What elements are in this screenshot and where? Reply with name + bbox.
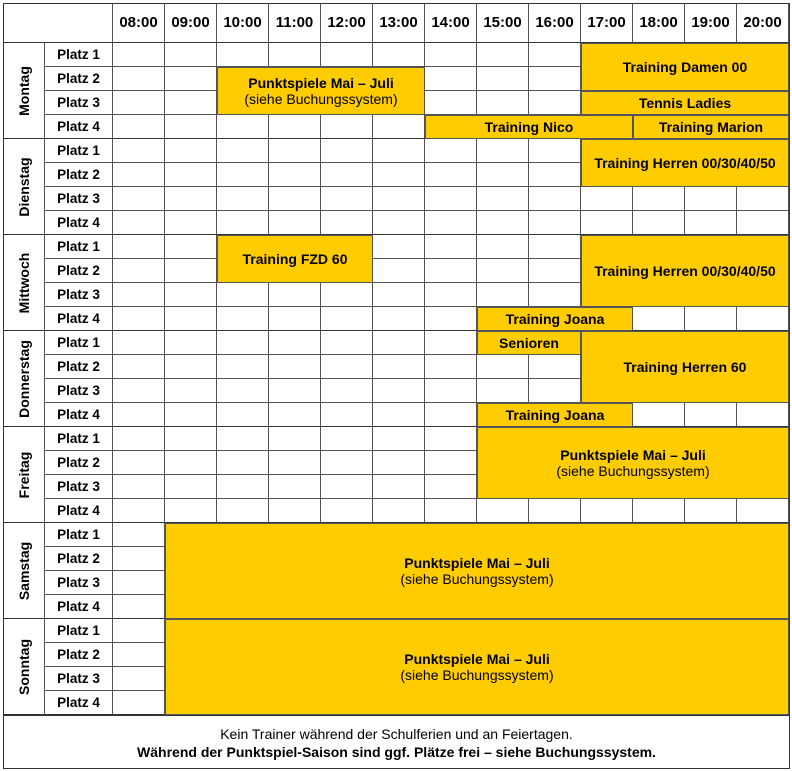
slot-cell[interactable] [165, 427, 217, 451]
slot-cell[interactable] [633, 211, 685, 235]
slot-cell[interactable] [113, 643, 165, 667]
court-label: Platz 2 [45, 259, 113, 283]
booking-block[interactable] [217, 67, 425, 115]
booking-title: Training Herren 00/30/40/50 [594, 263, 776, 279]
slot-cell[interactable] [373, 355, 425, 379]
court-label: Platz 4 [45, 307, 113, 331]
slot-cell[interactable] [477, 139, 529, 163]
slot-cell[interactable] [217, 355, 269, 379]
slot-cell[interactable] [269, 379, 321, 403]
slot-cell[interactable] [529, 163, 581, 187]
slot-cell[interactable] [581, 187, 633, 211]
court-label: Platz 4 [45, 115, 113, 139]
slot-cell[interactable] [685, 187, 737, 211]
slot-cell[interactable] [113, 187, 165, 211]
slot-cell[interactable] [321, 451, 373, 475]
slot-cell[interactable] [165, 91, 217, 115]
slot-cell[interactable] [269, 139, 321, 163]
booking-block[interactable] [165, 523, 789, 619]
slot-cell[interactable] [269, 187, 321, 211]
slot-cell[interactable] [165, 115, 217, 139]
slot-cell[interactable] [269, 331, 321, 355]
booking-title: Senioren [499, 335, 559, 351]
booking-title: Training Joana [505, 407, 605, 423]
slot-cell[interactable] [113, 91, 165, 115]
booking-title: Punktspiele Mai – Juli [404, 651, 550, 667]
booking-block[interactable] [477, 403, 633, 427]
court-label: Platz 2 [45, 163, 113, 187]
booking-block[interactable] [581, 43, 789, 91]
day-label-samstag [3, 523, 45, 619]
booking-title: Punktspiele Mai – Juli [404, 555, 550, 571]
slot-cell[interactable] [685, 211, 737, 235]
footer-note-holidays: Kein Trainer während der Schulferien und an Feiertagen. [220, 725, 573, 742]
slot-cell[interactable] [165, 451, 217, 475]
slot-cell[interactable] [633, 499, 685, 523]
slot-cell[interactable] [321, 211, 373, 235]
court-label: Platz 4 [45, 499, 113, 523]
day-name: Montag [15, 65, 32, 116]
slot-cell[interactable] [113, 43, 165, 67]
booking-block[interactable] [477, 427, 789, 499]
slot-cell[interactable] [165, 139, 217, 163]
slot-cell[interactable] [425, 499, 477, 523]
slot-cell[interactable] [373, 259, 425, 283]
slot-cell[interactable] [529, 499, 581, 523]
booking-title: Training Marion [658, 119, 764, 135]
slot-cell[interactable] [685, 499, 737, 523]
slot-cell[interactable] [113, 331, 165, 355]
court-label: Platz 1 [45, 43, 113, 67]
slot-cell[interactable] [217, 115, 269, 139]
court-label: Platz 3 [45, 379, 113, 403]
slot-cell[interactable] [685, 403, 737, 427]
court-label: Platz 1 [45, 427, 113, 451]
slot-cell[interactable] [113, 571, 165, 595]
slot-cell[interactable] [321, 307, 373, 331]
slot-cell[interactable] [373, 115, 425, 139]
court-label: Platz 1 [45, 235, 113, 259]
slot-cell[interactable] [633, 403, 685, 427]
footer-note-season: Während der Punktspiel-Saison sind ggf. Plätze frei – siehe Buchungssystem. [137, 743, 656, 760]
slot-cell[interactable] [373, 283, 425, 307]
slot-cell[interactable] [737, 211, 789, 235]
court-label: Platz 3 [45, 475, 113, 499]
slot-cell[interactable] [269, 115, 321, 139]
court-label: Platz 4 [45, 403, 113, 427]
day-name: Mittwoch [15, 252, 32, 313]
slot-cell[interactable] [113, 619, 165, 643]
slot-cell[interactable] [633, 187, 685, 211]
time-header: 18:00 [633, 3, 685, 43]
booking-block[interactable] [477, 331, 581, 355]
court-label: Platz 4 [45, 691, 113, 715]
slot-cell[interactable] [217, 475, 269, 499]
time-header: 20:00 [737, 3, 789, 43]
booking-block[interactable] [633, 115, 789, 139]
booking-block[interactable] [581, 139, 789, 187]
slot-cell[interactable] [321, 475, 373, 499]
booking-title: Punktspiele Mai – Juli [248, 75, 394, 91]
slot-cell[interactable] [633, 307, 685, 331]
slot-cell[interactable] [217, 499, 269, 523]
booking-title: Training FZD 60 [242, 251, 348, 267]
slot-cell[interactable] [165, 187, 217, 211]
slot-cell[interactable] [425, 163, 477, 187]
slot-cell[interactable] [269, 43, 321, 67]
slot-cell[interactable] [217, 43, 269, 67]
slot-cell[interactable] [269, 283, 321, 307]
slot-cell[interactable] [373, 451, 425, 475]
time-header: 09:00 [165, 3, 217, 43]
slot-cell[interactable] [217, 451, 269, 475]
slot-cell[interactable] [269, 499, 321, 523]
slot-cell[interactable] [581, 499, 633, 523]
slot-cell[interactable] [165, 67, 217, 91]
slot-cell[interactable] [373, 403, 425, 427]
court-label: Platz 2 [45, 355, 113, 379]
day-label-montag [3, 43, 45, 139]
slot-cell[interactable] [477, 355, 529, 379]
slot-cell[interactable] [321, 163, 373, 187]
booking-title: Punktspiele Mai – Juli [560, 447, 706, 463]
slot-cell[interactable] [217, 187, 269, 211]
booking-subtitle: (siehe Buchungssystem) [244, 91, 398, 107]
slot-cell[interactable] [529, 355, 581, 379]
court-label: Platz 3 [45, 187, 113, 211]
slot-cell[interactable] [113, 283, 165, 307]
slot-cell[interactable] [477, 283, 529, 307]
slot-cell[interactable] [477, 211, 529, 235]
booking-title: Training Joana [505, 311, 605, 327]
slot-cell[interactable] [321, 283, 373, 307]
slot-cell[interactable] [373, 427, 425, 451]
day-name: Sonntag [15, 638, 32, 695]
court-label: Platz 1 [45, 619, 113, 643]
booking-block[interactable] [581, 235, 789, 307]
slot-cell[interactable] [165, 331, 217, 355]
slot-cell[interactable] [373, 139, 425, 163]
day-label-donnerstag [3, 331, 45, 427]
day-label-freitag [3, 427, 45, 523]
court-label: Platz 1 [45, 523, 113, 547]
slot-cell[interactable] [165, 379, 217, 403]
day-label-dienstag [3, 139, 45, 235]
slot-cell[interactable] [165, 307, 217, 331]
slot-cell[interactable] [113, 427, 165, 451]
time-header: 12:00 [321, 3, 373, 43]
slot-cell[interactable] [217, 331, 269, 355]
slot-cell[interactable] [113, 211, 165, 235]
slot-cell[interactable] [217, 211, 269, 235]
day-label-sonntag [3, 619, 45, 715]
slot-cell[interactable] [477, 163, 529, 187]
slot-cell[interactable] [321, 43, 373, 67]
time-header: 19:00 [685, 3, 737, 43]
slot-cell[interactable] [113, 379, 165, 403]
time-header: 11:00 [269, 3, 321, 43]
slot-cell[interactable] [165, 499, 217, 523]
slot-cell[interactable] [477, 91, 529, 115]
slot-cell[interactable] [477, 259, 529, 283]
slot-cell[interactable] [165, 403, 217, 427]
slot-cell[interactable] [373, 43, 425, 67]
slot-cell[interactable] [373, 499, 425, 523]
slot-cell[interactable] [529, 91, 581, 115]
slot-cell[interactable] [113, 355, 165, 379]
slot-cell[interactable] [581, 211, 633, 235]
slot-cell[interactable] [321, 187, 373, 211]
slot-cell[interactable] [373, 211, 425, 235]
slot-cell[interactable] [737, 403, 789, 427]
slot-cell[interactable] [165, 283, 217, 307]
slot-cell[interactable] [217, 379, 269, 403]
time-header: 15:00 [477, 3, 529, 43]
slot-cell[interactable] [425, 403, 477, 427]
slot-cell[interactable] [113, 667, 165, 691]
slot-cell[interactable] [373, 163, 425, 187]
slot-cell[interactable] [373, 331, 425, 355]
slot-cell[interactable] [425, 211, 477, 235]
day-name: Dienstag [15, 156, 32, 217]
slot-cell[interactable] [425, 331, 477, 355]
slot-cell[interactable] [217, 163, 269, 187]
court-label: Platz 3 [45, 667, 113, 691]
slot-cell[interactable] [425, 67, 477, 91]
slot-cell[interactable] [217, 283, 269, 307]
slot-cell[interactable] [269, 163, 321, 187]
slot-cell[interactable] [685, 307, 737, 331]
slot-cell[interactable] [113, 259, 165, 283]
slot-cell[interactable] [477, 43, 529, 67]
court-label: Platz 3 [45, 571, 113, 595]
booking-block[interactable] [217, 235, 373, 283]
slot-cell[interactable] [269, 427, 321, 451]
booking-block[interactable] [581, 91, 789, 115]
slot-cell[interactable] [165, 163, 217, 187]
slot-cell[interactable] [321, 115, 373, 139]
slot-cell[interactable] [217, 139, 269, 163]
slot-cell[interactable] [425, 259, 477, 283]
slot-cell[interactable] [321, 331, 373, 355]
slot-cell[interactable] [425, 427, 477, 451]
time-header: 13:00 [373, 3, 425, 43]
court-label: Platz 2 [45, 67, 113, 91]
slot-cell[interactable] [113, 163, 165, 187]
slot-cell[interactable] [373, 235, 425, 259]
slot-cell[interactable] [321, 427, 373, 451]
slot-cell[interactable] [529, 43, 581, 67]
slot-cell[interactable] [529, 139, 581, 163]
time-header: 08:00 [113, 3, 165, 43]
booking-title: Training Herren 60 [623, 359, 747, 375]
slot-cell[interactable] [165, 355, 217, 379]
slot-cell[interactable] [529, 379, 581, 403]
slot-cell[interactable] [373, 307, 425, 331]
court-label: Platz 1 [45, 139, 113, 163]
slot-cell[interactable] [113, 139, 165, 163]
slot-cell[interactable] [373, 187, 425, 211]
slot-cell[interactable] [113, 523, 165, 547]
slot-cell[interactable] [425, 379, 477, 403]
slot-cell[interactable] [425, 355, 477, 379]
slot-cell[interactable] [477, 67, 529, 91]
slot-cell[interactable] [425, 307, 477, 331]
slot-cell[interactable] [269, 475, 321, 499]
slot-cell[interactable] [425, 475, 477, 499]
slot-cell[interactable] [165, 235, 217, 259]
slot-cell[interactable] [737, 499, 789, 523]
slot-cell[interactable] [529, 259, 581, 283]
slot-cell[interactable] [373, 379, 425, 403]
slot-cell[interactable] [425, 43, 477, 67]
booking-subtitle: (siehe Buchungssystem) [400, 571, 554, 587]
booking-subtitle: (siehe Buchungssystem) [400, 667, 554, 683]
booking-block[interactable] [165, 619, 789, 715]
schedule-footer [3, 715, 790, 769]
slot-cell[interactable] [269, 307, 321, 331]
slot-cell[interactable] [425, 283, 477, 307]
slot-cell[interactable] [477, 235, 529, 259]
slot-cell[interactable] [373, 475, 425, 499]
slot-cell[interactable] [425, 91, 477, 115]
slot-cell[interactable] [529, 235, 581, 259]
slot-cell[interactable] [529, 187, 581, 211]
booking-subtitle: (siehe Buchungssystem) [556, 463, 710, 479]
court-label: Platz 2 [45, 451, 113, 475]
slot-cell[interactable] [165, 259, 217, 283]
slot-cell[interactable] [217, 403, 269, 427]
slot-cell[interactable] [737, 187, 789, 211]
booking-title: Training Damen 00 [622, 59, 748, 75]
court-label: Platz 1 [45, 331, 113, 355]
slot-cell[interactable] [477, 499, 529, 523]
slot-cell[interactable] [113, 499, 165, 523]
slot-cell[interactable] [425, 139, 477, 163]
booking-title: Training Nico [484, 119, 574, 135]
booking-title: Training Herren 00/30/40/50 [594, 155, 776, 171]
slot-cell[interactable] [269, 211, 321, 235]
slot-cell[interactable] [269, 451, 321, 475]
slot-cell[interactable] [269, 355, 321, 379]
slot-cell[interactable] [321, 139, 373, 163]
slot-cell[interactable] [113, 67, 165, 91]
day-name: Samstag [15, 541, 32, 600]
slot-cell[interactable] [737, 307, 789, 331]
slot-cell[interactable] [321, 403, 373, 427]
slot-cell[interactable] [113, 547, 165, 571]
slot-cell[interactable] [269, 403, 321, 427]
booking-title: Tennis Ladies [638, 95, 732, 111]
time-header: 14:00 [425, 3, 477, 43]
slot-cell[interactable] [477, 379, 529, 403]
court-label: Platz 3 [45, 91, 113, 115]
court-label: Platz 4 [45, 595, 113, 619]
slot-cell[interactable] [165, 211, 217, 235]
slot-cell[interactable] [321, 379, 373, 403]
slot-cell[interactable] [529, 283, 581, 307]
booking-block[interactable] [581, 331, 789, 403]
slot-cell[interactable] [321, 499, 373, 523]
time-header: 10:00 [217, 3, 269, 43]
booking-block[interactable] [477, 307, 633, 331]
slot-cell[interactable] [113, 475, 165, 499]
court-label: Platz 2 [45, 643, 113, 667]
slot-cell[interactable] [217, 307, 269, 331]
slot-cell[interactable] [165, 43, 217, 67]
slot-cell[interactable] [113, 235, 165, 259]
day-label-mittwoch [3, 235, 45, 331]
slot-cell[interactable] [113, 115, 165, 139]
slot-cell[interactable] [217, 427, 269, 451]
day-name: Donnerstag [15, 339, 32, 418]
slot-cell[interactable] [425, 187, 477, 211]
court-label: Platz 2 [45, 547, 113, 571]
slot-cell[interactable] [113, 451, 165, 475]
court-label: Platz 3 [45, 283, 113, 307]
slot-cell[interactable] [113, 307, 165, 331]
slot-cell[interactable] [425, 451, 477, 475]
slot-cell[interactable] [321, 355, 373, 379]
slot-cell[interactable] [113, 691, 165, 715]
court-label: Platz 4 [45, 211, 113, 235]
header-corner [3, 3, 113, 43]
slot-cell[interactable] [477, 187, 529, 211]
time-header: 16:00 [529, 3, 581, 43]
day-name: Freitag [15, 451, 32, 498]
slot-cell[interactable] [113, 595, 165, 619]
slot-cell[interactable] [425, 235, 477, 259]
slot-cell[interactable] [165, 475, 217, 499]
time-header: 17:00 [581, 3, 633, 43]
slot-cell[interactable] [113, 403, 165, 427]
booking-block[interactable] [425, 115, 633, 139]
slot-cell[interactable] [529, 67, 581, 91]
slot-cell[interactable] [529, 211, 581, 235]
